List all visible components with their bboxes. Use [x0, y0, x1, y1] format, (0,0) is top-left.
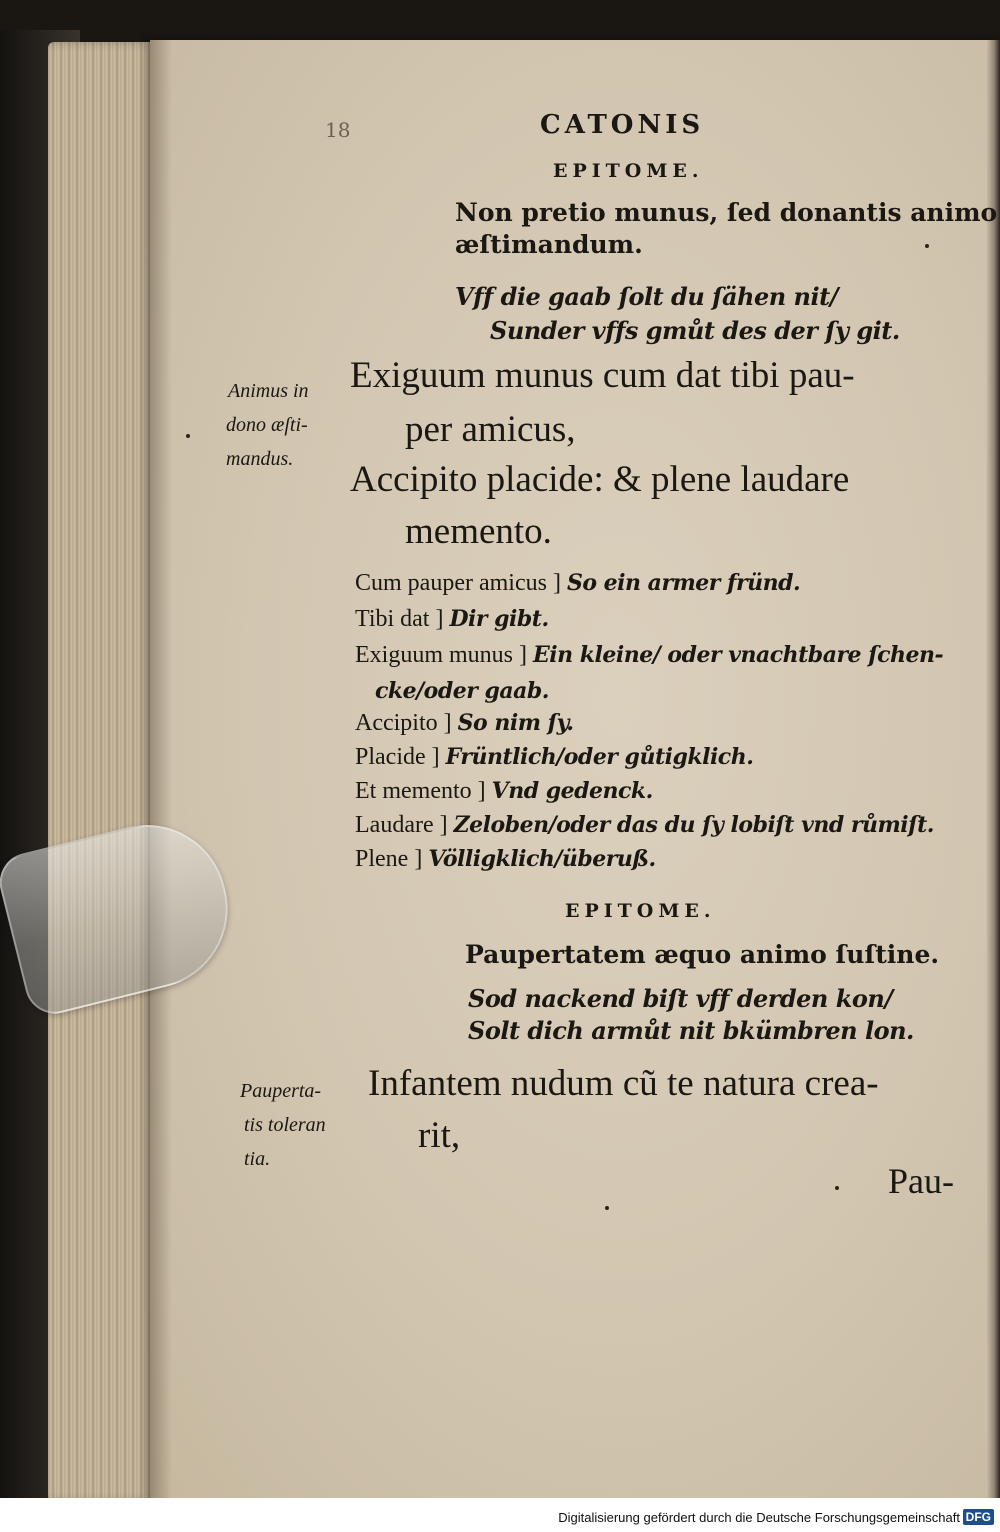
gloss-lemma: Accipito ]	[355, 710, 452, 736]
gutter-shadow	[150, 40, 172, 1502]
gloss-lemma: Tibi dat ]	[355, 606, 444, 632]
margin-note-1-line-2: dono æſti-	[226, 414, 308, 436]
verse-1-line-3: Accipito placide: & plene laudare	[350, 459, 850, 500]
german-couplet-line-2: Sunder vffs gmůt des der ſy git.	[490, 316, 900, 345]
footer-credit: Digitalisierung gefördert durch die Deutsche Forschungsgemeinschaft	[558, 1510, 960, 1525]
gloss-line	[355, 778, 653, 805]
gloss-translation: Vnd gedenck.	[491, 778, 653, 804]
gloss-translation: Früntlich/oder gůtigklich.	[445, 744, 754, 770]
gloss-line	[375, 678, 549, 705]
gloss-line	[355, 642, 943, 669]
margin-note-2-line-1: Pauperta-	[240, 1080, 322, 1102]
gloss-lemma: Placide ]	[355, 744, 440, 770]
verse-1-line-1: Exiguum munus cum dat tibi pau-	[350, 355, 855, 396]
ink-speck	[186, 434, 190, 438]
gloss-lemma: Exiguum munus ]	[355, 642, 527, 668]
german-couplet-line-1: Vff die gaab ſolt du ſähen nit/	[455, 282, 838, 311]
catchword: Pau-	[888, 1161, 954, 1201]
verse-1-line-2: per amicus,	[405, 409, 576, 450]
gloss-translation: So nim ſy.	[457, 710, 574, 736]
margin-note-1-line-3: mandus.	[226, 448, 294, 470]
epitome-heading-1: EPITOME.	[553, 160, 704, 182]
book-page	[150, 40, 1000, 1502]
page-mark: 18	[325, 118, 351, 142]
footer-bar	[0, 1498, 1000, 1532]
verse-1-line-4: memento.	[405, 511, 552, 552]
german-couplet-2-line-2: Solt dich armůt nit bkümbren lon.	[468, 1016, 914, 1045]
epitome-latin-line-1: Non pretio munus, ſed donantis animo	[455, 198, 998, 227]
gloss-lemma: Laudare ]	[355, 812, 448, 838]
german-couplet-2-line-1: Sod nackend biſt vff derden kon/	[468, 984, 893, 1013]
gloss-lemma: Cum pauper amicus ]	[355, 570, 561, 596]
dfg-logo: DFG	[963, 1509, 994, 1525]
page-right-edge	[986, 40, 1000, 1502]
gloss-translation: Dir gibt.	[449, 606, 549, 632]
gloss-line	[355, 812, 934, 839]
epitome-latin-line-2: æſtimandum.	[455, 230, 643, 259]
ink-speck	[925, 244, 929, 248]
gloss-translation: Zeloben/oder das du ſy lobiſt vnd růmiſt.	[453, 812, 934, 838]
ink-speck	[835, 1186, 839, 1190]
gloss-translation: Ein kleine/ oder vnachtbare ſchen-	[533, 642, 944, 668]
gloss-lemma: Et memento ]	[355, 778, 486, 804]
margin-note-2-line-2: tis toleran	[244, 1114, 326, 1136]
gloss-translation: Völligklich/überuß.	[428, 846, 656, 872]
verse-2-line-1: Infantem nudum cũ te natura crea-	[368, 1063, 879, 1104]
gloss-line	[355, 606, 549, 633]
gloss-translation: cke/oder gaab.	[375, 678, 549, 704]
margin-note-1-line-1: Animus in	[228, 380, 309, 402]
running-head: CATONIS	[540, 110, 705, 140]
gloss-line	[355, 846, 656, 873]
verse-2-line-2: rit,	[418, 1115, 461, 1156]
gloss-translation: So ein armer fründ.	[566, 570, 801, 596]
gloss-line	[355, 710, 574, 737]
epitome-latin-2: Paupertatem æquo animo ſuſtine.	[465, 940, 940, 969]
gloss-line	[355, 744, 753, 771]
gloss-line	[355, 570, 800, 597]
gloss-lemma: Plene ]	[355, 846, 423, 872]
epitome-heading-2: EPITOME.	[565, 900, 716, 922]
ink-speck	[605, 1206, 609, 1210]
margin-note-2-line-3: tia.	[244, 1148, 271, 1170]
